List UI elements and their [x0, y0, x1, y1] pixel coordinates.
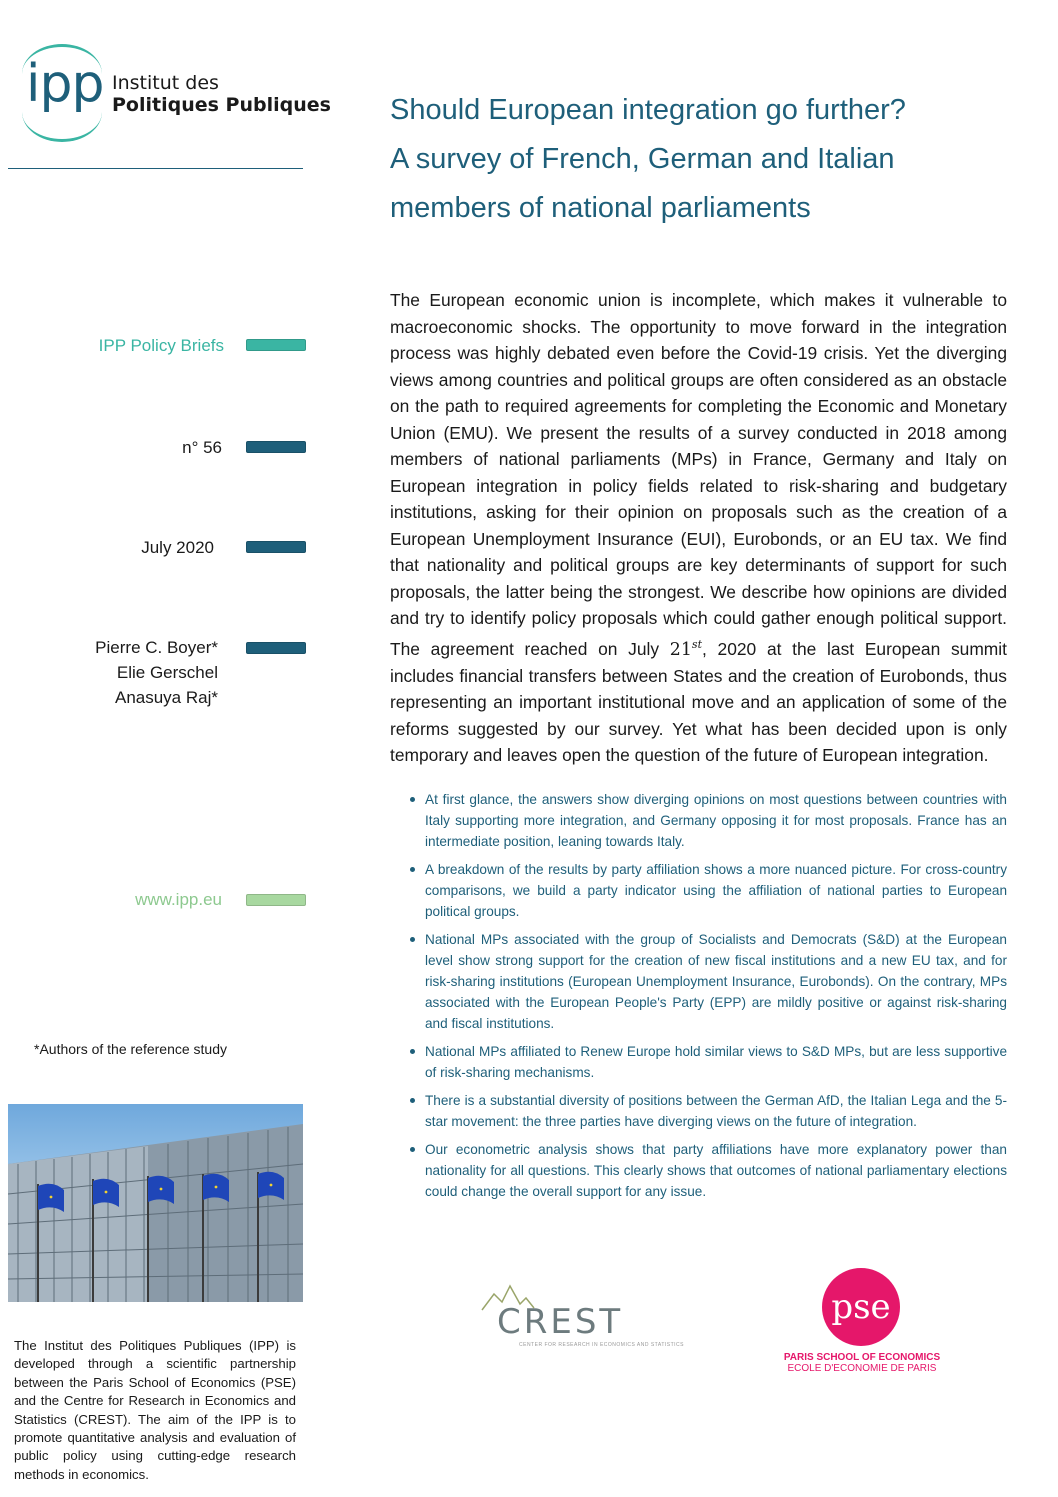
pse-logo-mark: pse: [831, 1287, 891, 1327]
authors-footnote: *Authors of the reference study: [34, 1041, 227, 1057]
author-name: Elie Gerschel: [116, 663, 218, 682]
series-label: IPP Policy Briefs: [98, 336, 224, 355]
issue-number-bar: [246, 441, 306, 453]
logo-arc-bottom: [22, 112, 102, 142]
eu-building-photo: [8, 1104, 303, 1302]
crest-tagline: CENTER FOR RESEARCH IN ECONOMICS AND STATISTICS: [519, 1342, 684, 1348]
list-item: Our econometric analysis shows that party affiliations have more explanatory power than nationality for all questions. This clearly shows that outcomes of national parliamentary elections could change the overall support for any issue.: [404, 1139, 1007, 1202]
about-ipp: The Institut des Politiques Publiques (IPP) is developed through a scientific partnership between the Paris School of Economics (PSE) and the Centre for Research in Economics and Statistics (CREST). The aim of the IPP is to promote quantitative analysis and evaluation of public policy using cutting-edge research methods in economics.: [14, 1338, 296, 1482]
website-bar: [246, 894, 306, 906]
list-item: At first glance, the answers show diverging opinions on most questions between countries with Italy supporting more integration, and Germany opposing it for most proposals. France has an intermediate position, leaning towards Italy.: [404, 789, 1007, 852]
abstract-date-num: 21: [669, 639, 692, 660]
abstract-part2: , 2020 at the last European summit includes financial transfers between States and the creation of Eurobonds, thus representing an important institutional move and an application of some of the reforms suggested by our survey. Yet what has been decided upon is only temporary and leaves open the question of the future of European integration.: [390, 638, 1007, 766]
authors-bar: [246, 642, 306, 654]
author-name: Pierre C. Boyer*: [95, 638, 218, 657]
list-item: There is a substantial diversity of positions between the German AfD, the Italian Lega and the 5-star movement: the three parties have diverging views on the future of integration.: [404, 1090, 1007, 1132]
series-bar: [246, 339, 306, 351]
author-name: Anasuya Raj*: [114, 688, 218, 707]
title-line3: members of national parliaments: [390, 192, 811, 224]
issue-number: n° 56: [182, 438, 222, 457]
author-list: [95, 635, 218, 710]
logo-name-line1: Institut des: [112, 72, 219, 94]
page-title: [390, 86, 1030, 233]
pse-name-line1: PARIS SCHOOL OF ECONOMICS: [783, 1352, 941, 1363]
eu-building-illustration: [8, 1104, 303, 1302]
website-link[interactable]: www.ipp.eu: [135, 890, 222, 909]
logo-name-line2: Politiques Publiques: [112, 94, 331, 116]
list-item: A breakdown of the results by party affiliation shows a more nuanced picture. For cross-country comparisons, we build a party indicator using the affiliation of national parties to European political groups.: [404, 859, 1007, 922]
key-findings-list: [404, 789, 1007, 1209]
title-line2: A survey of French, German and Italian: [390, 143, 895, 175]
abstract: [390, 287, 1007, 769]
abstract-date-sup: st: [691, 637, 702, 651]
list-item: National MPs affiliated to Renew Europe hold similar views to S&D MPs, but are less supportive of risk-sharing mechanisms.: [404, 1041, 1007, 1083]
ipp-logo-name: [112, 72, 331, 116]
publication-date-bar: [246, 541, 306, 553]
publication-date: July 2020: [141, 538, 214, 557]
title-line1: Should European integration go further?: [390, 94, 906, 126]
list-item: National MPs associated with the group of Socialists and Democrats (S&D) at the European level show strong support for the creation of new fiscal institutions and a new EU tax, and for risk-sharing institutions (European Unemployment Insurance, Eurobonds). On the contrary, MPs associated with the European People's Party (EPP) are mildly positive or against risk-sharing and fiscal institutions.: [404, 929, 1007, 1034]
abstract-part1: The European economic union is incomplete, which makes it vulnerable to macroeconomic shocks. The opportunity to move forward in the integration process was highly debated even before the Covid-19 crisis. Yet the diverging views among countries and political groups are often considered as an obstacle on the path to required agreements for completing the Economic and Monetary Union (EMU). We present the results of a survey conducted in 2018 among members of national parliaments (MPs) in France, Germany and Italy on European integration in policy fields related to risk-sharing and budgetary institutions, asking for their opinion on proposals such as the creation of a European Unemployment Insurance (EUI), Eurobonds, or an EU tax. We find that nationality and political groups are key determinants of support for such proposals, the latter being the strongest. We describe how opinions are divided and try to identify policy proposals which could gather enough political support. The agreement reached on July: [390, 290, 1007, 659]
pse-logo-name: [764, 1352, 960, 1374]
ipp-logo-mark: ipp: [26, 54, 104, 114]
crest-logo: CREST: [497, 1302, 624, 1342]
pse-name-line2: ECOLE D'ECONOMIE DE PARIS: [787, 1363, 937, 1374]
header-divider: [8, 168, 303, 169]
